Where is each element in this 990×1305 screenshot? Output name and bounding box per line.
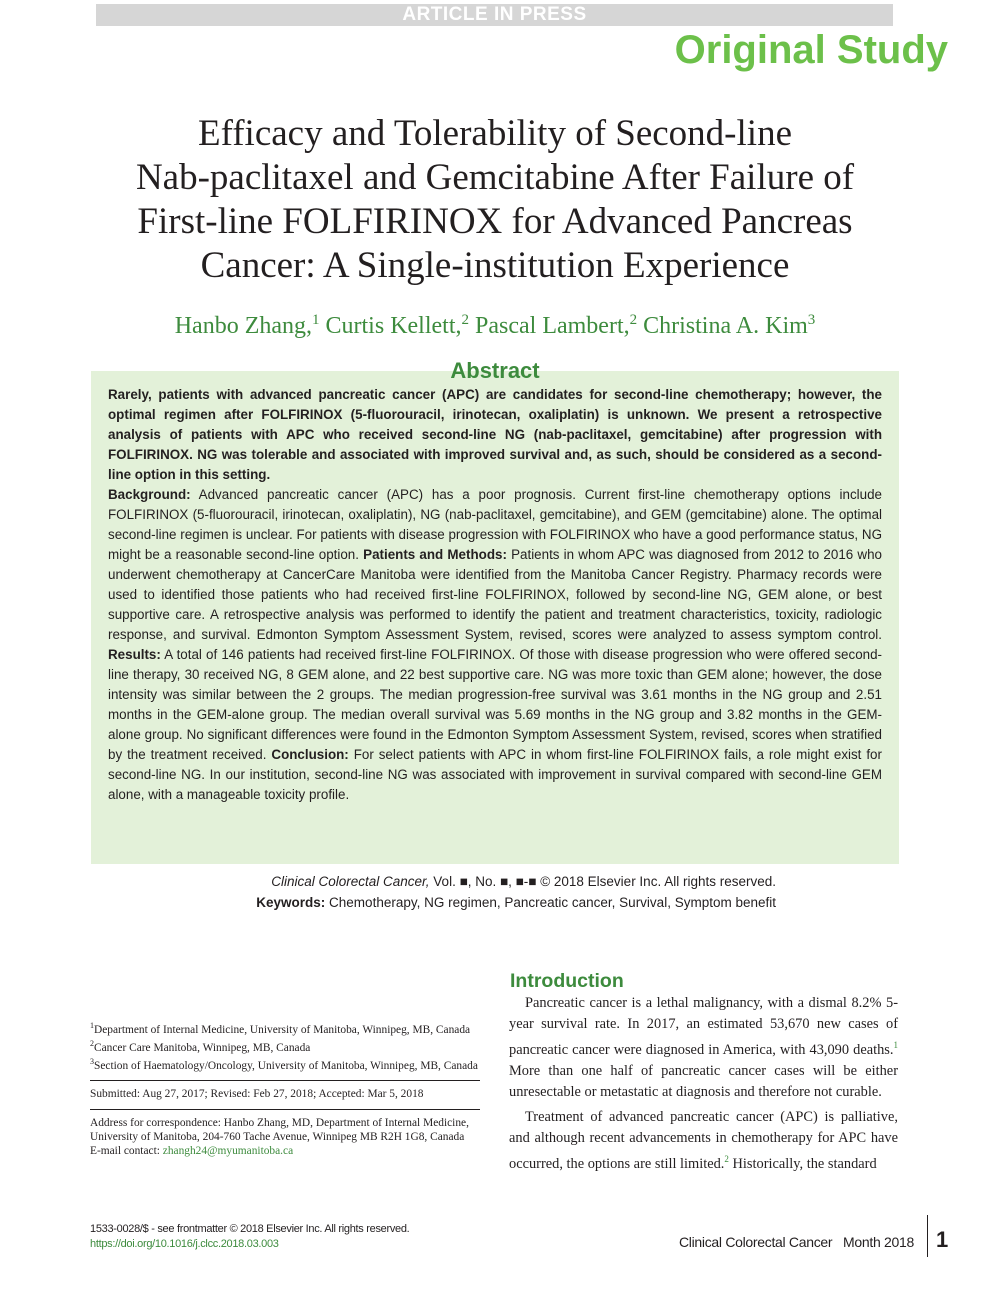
divider xyxy=(90,1109,480,1110)
email-label: E-mail contact: xyxy=(90,1145,160,1158)
affiliation-marker: 2 xyxy=(629,312,638,328)
article-in-press-banner: ARTICLE IN PRESS xyxy=(96,4,893,26)
title-line: Nab-paclitaxel and Gemcitabine After Failure of xyxy=(135,157,855,198)
affiliation: $^1$Department of Internal Medicine, University of Manitoba, Winnipeg, MB, Canada xyxy=(90,1021,471,1036)
affiliation: $^2$Cancer Care Manitoba, Winnipeg, MB, Canada xyxy=(90,1038,311,1054)
conclusion-label: Conclusion: xyxy=(271,747,349,762)
affiliation: $^3$Section of Haematology/Oncology, University of Manitoba, Winnipeg, MB, Canada xyxy=(90,1056,478,1072)
footer-month: Month 2018 xyxy=(843,1234,914,1250)
affiliation-marker: 2 xyxy=(461,312,469,328)
introduction-heading: Introduction xyxy=(510,970,624,992)
title-line: Efficacy and Tolerability of Second-line xyxy=(197,113,792,154)
front-matter-notes xyxy=(90,1019,480,1158)
journal-name: Clinical Colorectal Cancer, xyxy=(271,874,430,889)
methods-label: Patients and Methods: xyxy=(363,547,507,562)
footer-separator xyxy=(927,1215,928,1257)
correspondence xyxy=(90,1116,480,1158)
title-line: Cancer: A Single-institution Experience xyxy=(200,245,790,286)
methods-text: Patients in whom APC was diagnosed from 2012 to 2016 who underwent chemotherapy at CancerCare Manitoba were identified from the Manitoba Cancer Registry. Pharmacy records were used to identified those patients who had received first-line FOLFIRINOX, followed by second-line NG, GEM alone, or best supportive care. A retrospective analysis was performed to identify the patient and treatment characteristics, toxicity, radiologic response, and survival. Edmonton Symptom Assessment System, revised, scores were analyzed to assess symptom control. xyxy=(108,547,882,642)
submission-dates: Submitted: Aug 27, 2017; Revised: Feb 27, 2018; Accepted: Mar 5, 2018 xyxy=(90,1088,424,1101)
citation-line xyxy=(150,872,776,892)
footer-journal xyxy=(679,1232,914,1252)
footer-notes xyxy=(90,1222,510,1252)
introduction-paragraph: Pancreatic cancer is a lethal malignancy, with a dismal 8.2% 5-year survival rate. In 2017, an estimated 53,670 new cases of pancreatic cancer were diagnosed in America, with 43,090 deaths.$^1$ More than one half of pancreatic cancer cases will be either unresectable or metastatic at diagnosis and therefore not curable. xyxy=(509,995,898,1100)
keywords-text: Chemotherapy, NG regimen, Pancreatic cancer, Survival, Symptom benefit xyxy=(329,895,776,910)
author-name[interactable]: Hanbo Zhang, xyxy=(174,313,313,339)
doi-link[interactable]: https://doi.org/10.1016/j.clcc.2018.03.003 xyxy=(90,1238,279,1250)
reference-link[interactable]: 1 xyxy=(893,1040,898,1050)
title-line: First-line FOLFIRINOX for Advanced Pancreas xyxy=(137,201,853,242)
introduction-paragraph: Treatment of advanced pancreatic cancer (APC) is palliative, and although recent advancements in chemotherapy for APC have occurred, the options are still limited.$^2$ Historically, the standard xyxy=(509,1108,898,1172)
divider xyxy=(90,1080,480,1081)
abstract-structured xyxy=(108,485,882,805)
author-name[interactable]: Pascal Lambert, xyxy=(475,313,630,339)
conclusion-text: For select patients with APC in whom first-line FOLFIRINOX fails, a role might exist for second-line NG. In our institution, second-line NG was associated with improvement in survival compared with second-line GEM alone, with a manageable toxicity profile. xyxy=(108,747,882,802)
abstract-heading: Abstract xyxy=(450,358,540,383)
author-name[interactable]: Christina A. Kim xyxy=(643,313,808,339)
results-text: A total of 146 patients had received first-line FOLFIRINOX. Of those with disease progression who were offered second-line therapy, 30 received NG, 8 GEM alone, and 22 best supportive care. NG was more toxic than GEM alone; however, the dose intensity was similar between the 2 groups. The median progression-free survival was 3.61 months in the NG group and 2.51 months in the GEM-alone group. The median overall survival was 5.69 months in the NG group and 3.82 months in the GEM-alone group. No significant differences were found in the Edmonton Symptom Assessment System, revised, scores when stratified by the treatment received. xyxy=(108,647,882,762)
background-text: Advanced pancreatic cancer (APC) has a poor prognosis. Current first-line chemotherapy options include FOLFIRINOX (5-fluorouracil, irinotecan, oxaliplatin), NG (nab-paclitaxel, gemcitabine), and GEM (gemcitabine) alone. The optimal second-line regimen is unclear. For patients with disease progression with FOLFIRINOX who have a good performance status, NG might be a reasonable second-line option. xyxy=(108,487,882,562)
correspondence-email-line xyxy=(90,1144,480,1158)
issn-line: 1533-0028/$ - see frontmatter © 2018 Elsevier Inc. All rights reserved. xyxy=(90,1223,410,1235)
page-number: 1 xyxy=(936,1227,949,1252)
results-label: Results: xyxy=(108,647,161,662)
keywords-label: Keywords: xyxy=(256,895,326,910)
keywords-line xyxy=(150,893,776,913)
citation-details: Vol. ■, No. ■, ■-■ © 2018 Elsevier Inc. All rights reserved. xyxy=(433,874,776,889)
footer-journal-name: Clinical Colorectal Cancer xyxy=(679,1234,833,1250)
article-title xyxy=(60,112,930,288)
article-type-label: Original Study xyxy=(674,28,948,72)
author-list xyxy=(60,305,930,341)
correspondence-address: Address for correspondence: Hanbo Zhang, MD, Department of Internal Medicine, University of Manitoba, 204-760 Tache Avenue, Winnipeg MB R2H 1G8, Canada xyxy=(90,1117,469,1144)
author-name[interactable]: Curtis Kellett, xyxy=(325,313,462,339)
reference-link[interactable]: 2 xyxy=(724,1153,729,1164)
introduction-body xyxy=(509,993,898,1175)
affiliation-marker: 1 xyxy=(312,312,320,328)
abstract-summary: Rarely, patients with advanced pancreatic cancer (APC) are candidates for second-line chemotherapy; however, the optimal regimen after FOLFIRINOX (5-fluorouracil, irinotecan, oxaliplatin) is unknown. We present a retrospective analysis of patients with APC who received second-line NG (nab-paclitaxel, gemcitabine) after progression with FOLFIRINOX. NG was tolerable and associated with improved survival and, as such, should be considered as a second-line option in this setting. xyxy=(108,387,882,482)
affiliation-marker: 3 xyxy=(807,312,816,328)
email-link[interactable]: zhangh24@myumanitoba.ca xyxy=(162,1145,294,1158)
abstract-box xyxy=(91,371,899,864)
background-label: Background: xyxy=(108,487,191,502)
